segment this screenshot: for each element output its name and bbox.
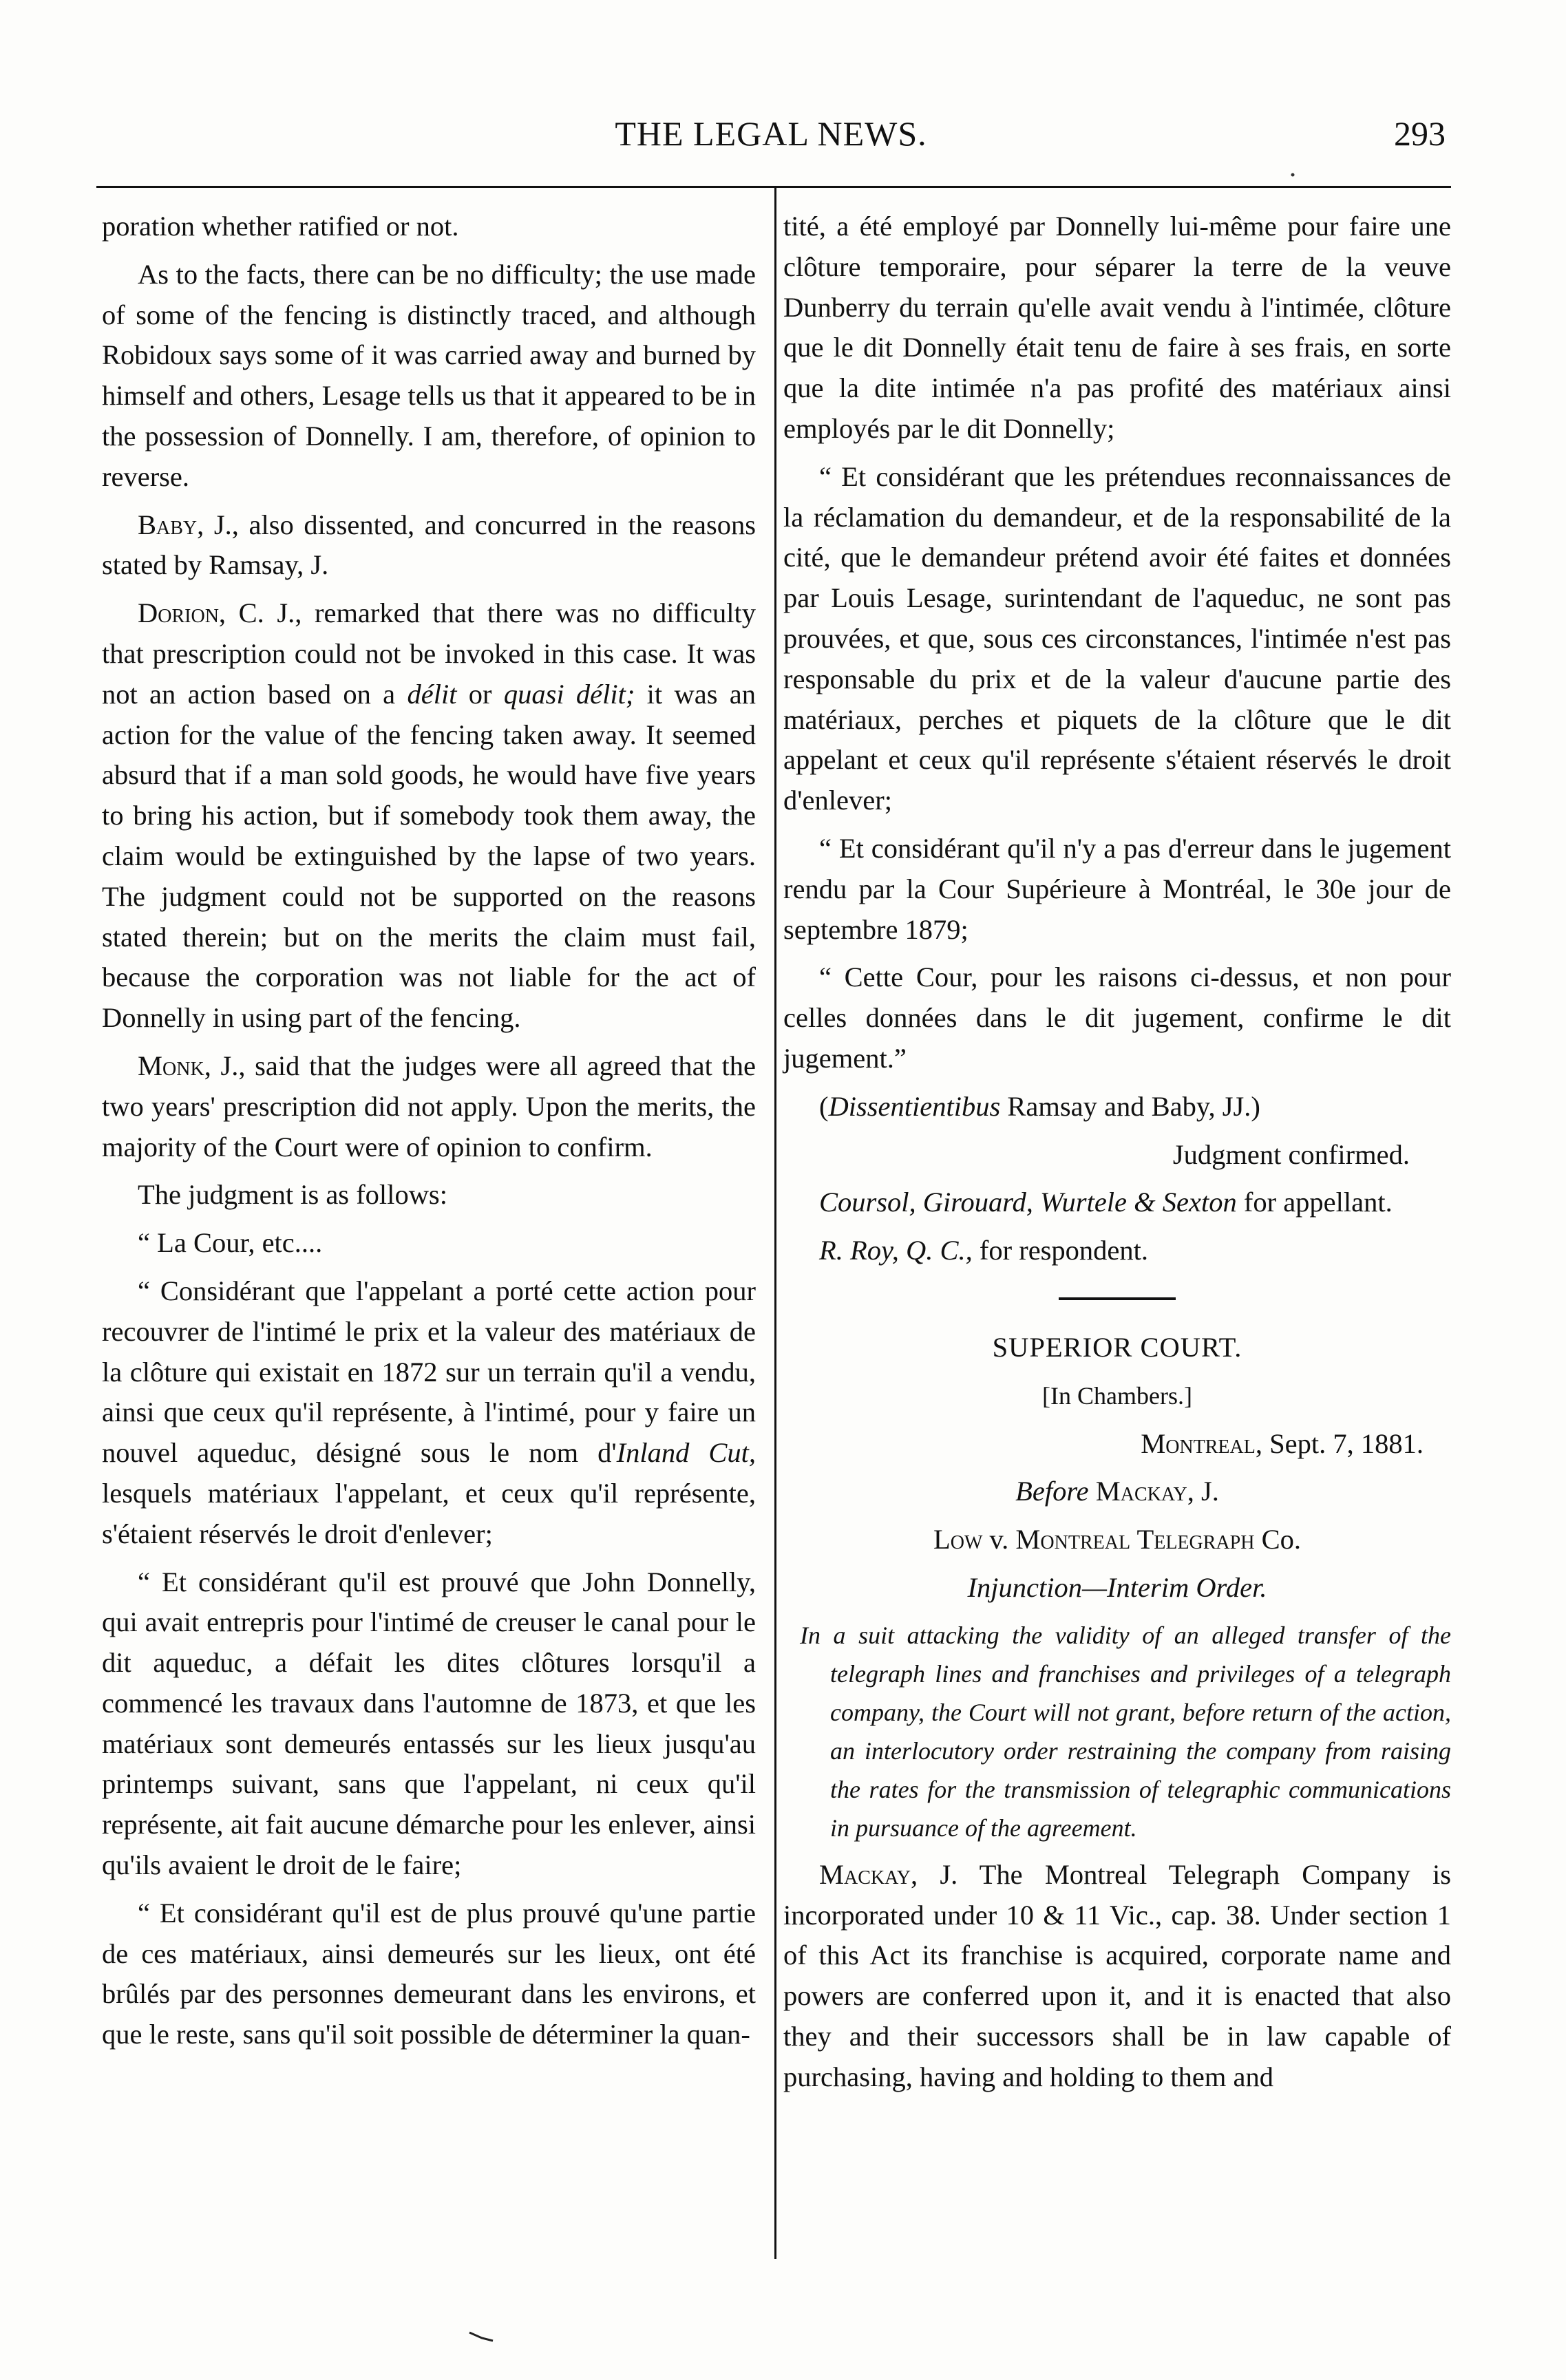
paragraph xyxy=(102,1046,756,1167)
judge-name: Mackay xyxy=(819,1858,911,1890)
paragraph-text: it was an action for the value of the fencing taken away. It seemed absurd that if a man sold goods, he would have five years to bring his action, but if somebody took them away, the claim would be extinguished by the lapse of two years. The judgment could not be supported on the reasons stated therein; but on the merits the claim must fail, because the corporation was not liable for the act of Donnelly in using part of the fencing. xyxy=(102,678,756,1034)
paragraph xyxy=(102,1271,756,1555)
italic-term: Dissentientibus xyxy=(828,1090,1001,1122)
paragraph-text: , J., said that the judges were all agreed that the two years' prescription did not apply. Upon the merits, the majority of the Court were of opinion to confirm. xyxy=(102,1050,756,1162)
judge-name: Dorion xyxy=(138,597,219,629)
paragraph xyxy=(783,1087,1451,1127)
paragraph: “ Et considérant qu'il est prouvé que John Donnelly, qui avait entrepris pour l'intimé de creuser le canal pour le dit aqueduc, a défait les dites clôtures lorsqu'il a commencé les travaux dans l'automne de 1873, et que les matériaux sont demeurés entassés sur les lieux jusqu'au printemps suivant, sans que l'appelant, ni ceux qu'il représente, ait fait aucune démarche pour les enlever, ainsi qu'ils avaient le droit de le faire; xyxy=(102,1566,756,1881)
party: Low xyxy=(933,1524,983,1555)
paragraph-text: lesquels matériaux l'appelant, et ceux qu'il représente, s'étaient réservés le droit d'enlever; xyxy=(102,1477,756,1549)
judge-name: Monk xyxy=(138,1050,204,1081)
versus: v. xyxy=(982,1524,1016,1555)
paragraph-text: , J. xyxy=(1187,1476,1219,1507)
header-rule xyxy=(96,186,1451,188)
case-title xyxy=(783,1520,1451,1560)
court-heading: SUPERIOR COURT. xyxy=(992,1331,1242,1363)
paragraph: tité, a été employé par Donnelly lui-même pour faire une clôture temporaire, pour séparer la terre de la veuve Dunberry du terrain qu'elle avait vendu à l'intimée, clôture que le dit Donnelly était tenu de faire à ses frais, en sorte que la dite intimée n'a pas profité des matériaux ainsi employés par le dit Donnelly; xyxy=(783,211,1451,444)
italic-term: délit xyxy=(407,678,457,710)
party-suffix: Co. xyxy=(1254,1524,1301,1555)
paragraph-text: for respondent. xyxy=(972,1235,1149,1266)
paragraph: “ Cette Cour, pour les raisons ci-dessus, et non pour celles données dans le dit jugement, confirme le dit jugement.” xyxy=(783,961,1451,1074)
running-title: THE LEGAL NEWS. xyxy=(615,114,927,153)
paragraph xyxy=(102,505,756,586)
right-column xyxy=(783,206,1451,2105)
italic-term: quasi délit; xyxy=(503,678,635,710)
italic-term: Inland Cut, xyxy=(616,1437,756,1469)
paragraph: The judgment is as follows: xyxy=(138,1179,447,1211)
page-number: 293 xyxy=(1394,114,1446,153)
paragraph-text: “ Considérant que l'appelant a porté cette action pour recouvrer de l'intimé le prix et la valeur des matériaux de la clôture qui existait en 1872 sur un terrain qu'il a vendu, ainsi que ceux qu'il représente, à l'intimé, pour y faire un nouvel aqueduc, désigné sous le nom d' xyxy=(102,1275,756,1469)
left-column xyxy=(102,206,756,2063)
paragraph: “ Et considérant qu'il est de plus prouvé qu'une partie de ces matériaux, ainsi demeurés sur les lieux, ont été brûlés par des personnes demeurant dans les environs, et que le reste, sans qu'il soit possible de déterminer la quan- xyxy=(102,1897,756,2050)
before-label: Before xyxy=(1015,1476,1089,1507)
paragraph: poration whether ratified or not. xyxy=(102,211,459,242)
paragraph-text: , J. The Montreal Telegraph Company is incorporated under 10 & 11 Vic., cap. 38. Under section 1 of this Act its franchise is acquired, corporate name and powers are conferred upon it, and it is enacted that also they and their successors shall be in law capable of purchasing, having and holding to them and xyxy=(783,1858,1451,2092)
judgment-confirmed: Judgment confirmed. xyxy=(1172,1138,1410,1170)
party: Montreal Telegraph xyxy=(1015,1524,1255,1555)
headnote: In a suit attacking the validity of an alleged transfer of the telegraph lines and franchises and privileges of a telegraph company, the Court will not grant, before return of the action, an interlocutory order restraining the company from raising the rates for the transmission of telegraphic communications in pursuance of the agreement. xyxy=(800,1621,1451,1842)
paragraph-text: for appellant. xyxy=(1236,1187,1393,1218)
paragraph xyxy=(783,1231,1451,1271)
judge-name: Mackay xyxy=(1095,1476,1187,1507)
judge-name: Baby xyxy=(138,509,198,540)
paragraph-text: ( xyxy=(819,1090,829,1122)
paragraph-text: , J., also dissented, and concurred in the reasons stated by Ramsay, J. xyxy=(102,509,756,581)
place-date xyxy=(783,1424,1451,1465)
counsel-names: R. Roy, Q. C., xyxy=(819,1235,973,1266)
case-subject xyxy=(783,1568,1451,1608)
column-divider xyxy=(774,187,776,2259)
before-line xyxy=(783,1471,1451,1512)
subject-text: Injunction—Interim Order. xyxy=(967,1571,1267,1603)
paragraph: “ Et considérant qu'il n'y a pas d'erreur dans le jugement rendu par la Cour Supérieure à Montréal, le 30e jour de septembre 1879; xyxy=(783,832,1451,945)
running-head xyxy=(96,114,1446,162)
paragraph: “ Et considérant que les prétendues reconnaissances de la réclamation du demandeur, et de la responsabilité de la cité, que le demandeur prétend avoir été faites et données par Louis Lesage, surintendant de l'aqueduc, ne sont pas prouvées, et que, sous ces circonstances, l'intimée n'est pas responsable du prix et de la valeur d'aucune partie des matériaux, perches et piquets de la clôture que le dit appelant et ceux qu'il représente s'étaient réservés le droit d'enlever; xyxy=(783,460,1451,816)
stray-mark-icon xyxy=(1290,172,1295,178)
stray-mark-icon xyxy=(468,2330,496,2344)
date: , Sept. 7, 1881. xyxy=(1255,1427,1424,1459)
paragraph xyxy=(783,1182,1451,1223)
paragraph-text: Ramsay and Baby, JJ.) xyxy=(1000,1090,1260,1122)
paragraph: As to the facts, there can be no difficulty; the use made of some of the fencing is distinctly traced, and although Robidoux says some of it was carried away and burned by himself and others, Lesage tells us that it appeared to be in the possession of Donnelly. I am, therefore, of opinion to reverse. xyxy=(102,258,756,492)
paragraph: “ La Cour, etc.... xyxy=(138,1227,323,1259)
paragraph xyxy=(102,593,756,1039)
place: Montreal xyxy=(1141,1427,1256,1459)
paragraph-text: , C. J., remarked that there was no difficulty that prescription could not be invoked in this case. It was not an action based on a xyxy=(102,597,756,710)
paragraph xyxy=(783,1855,1451,2098)
section-rule xyxy=(1059,1297,1176,1300)
paragraph-text: or xyxy=(456,678,504,710)
chambers-note: [In Chambers.] xyxy=(1042,1381,1192,1410)
counsel-names: Coursol, Girouard, Wurtele & Sexton xyxy=(819,1187,1237,1218)
